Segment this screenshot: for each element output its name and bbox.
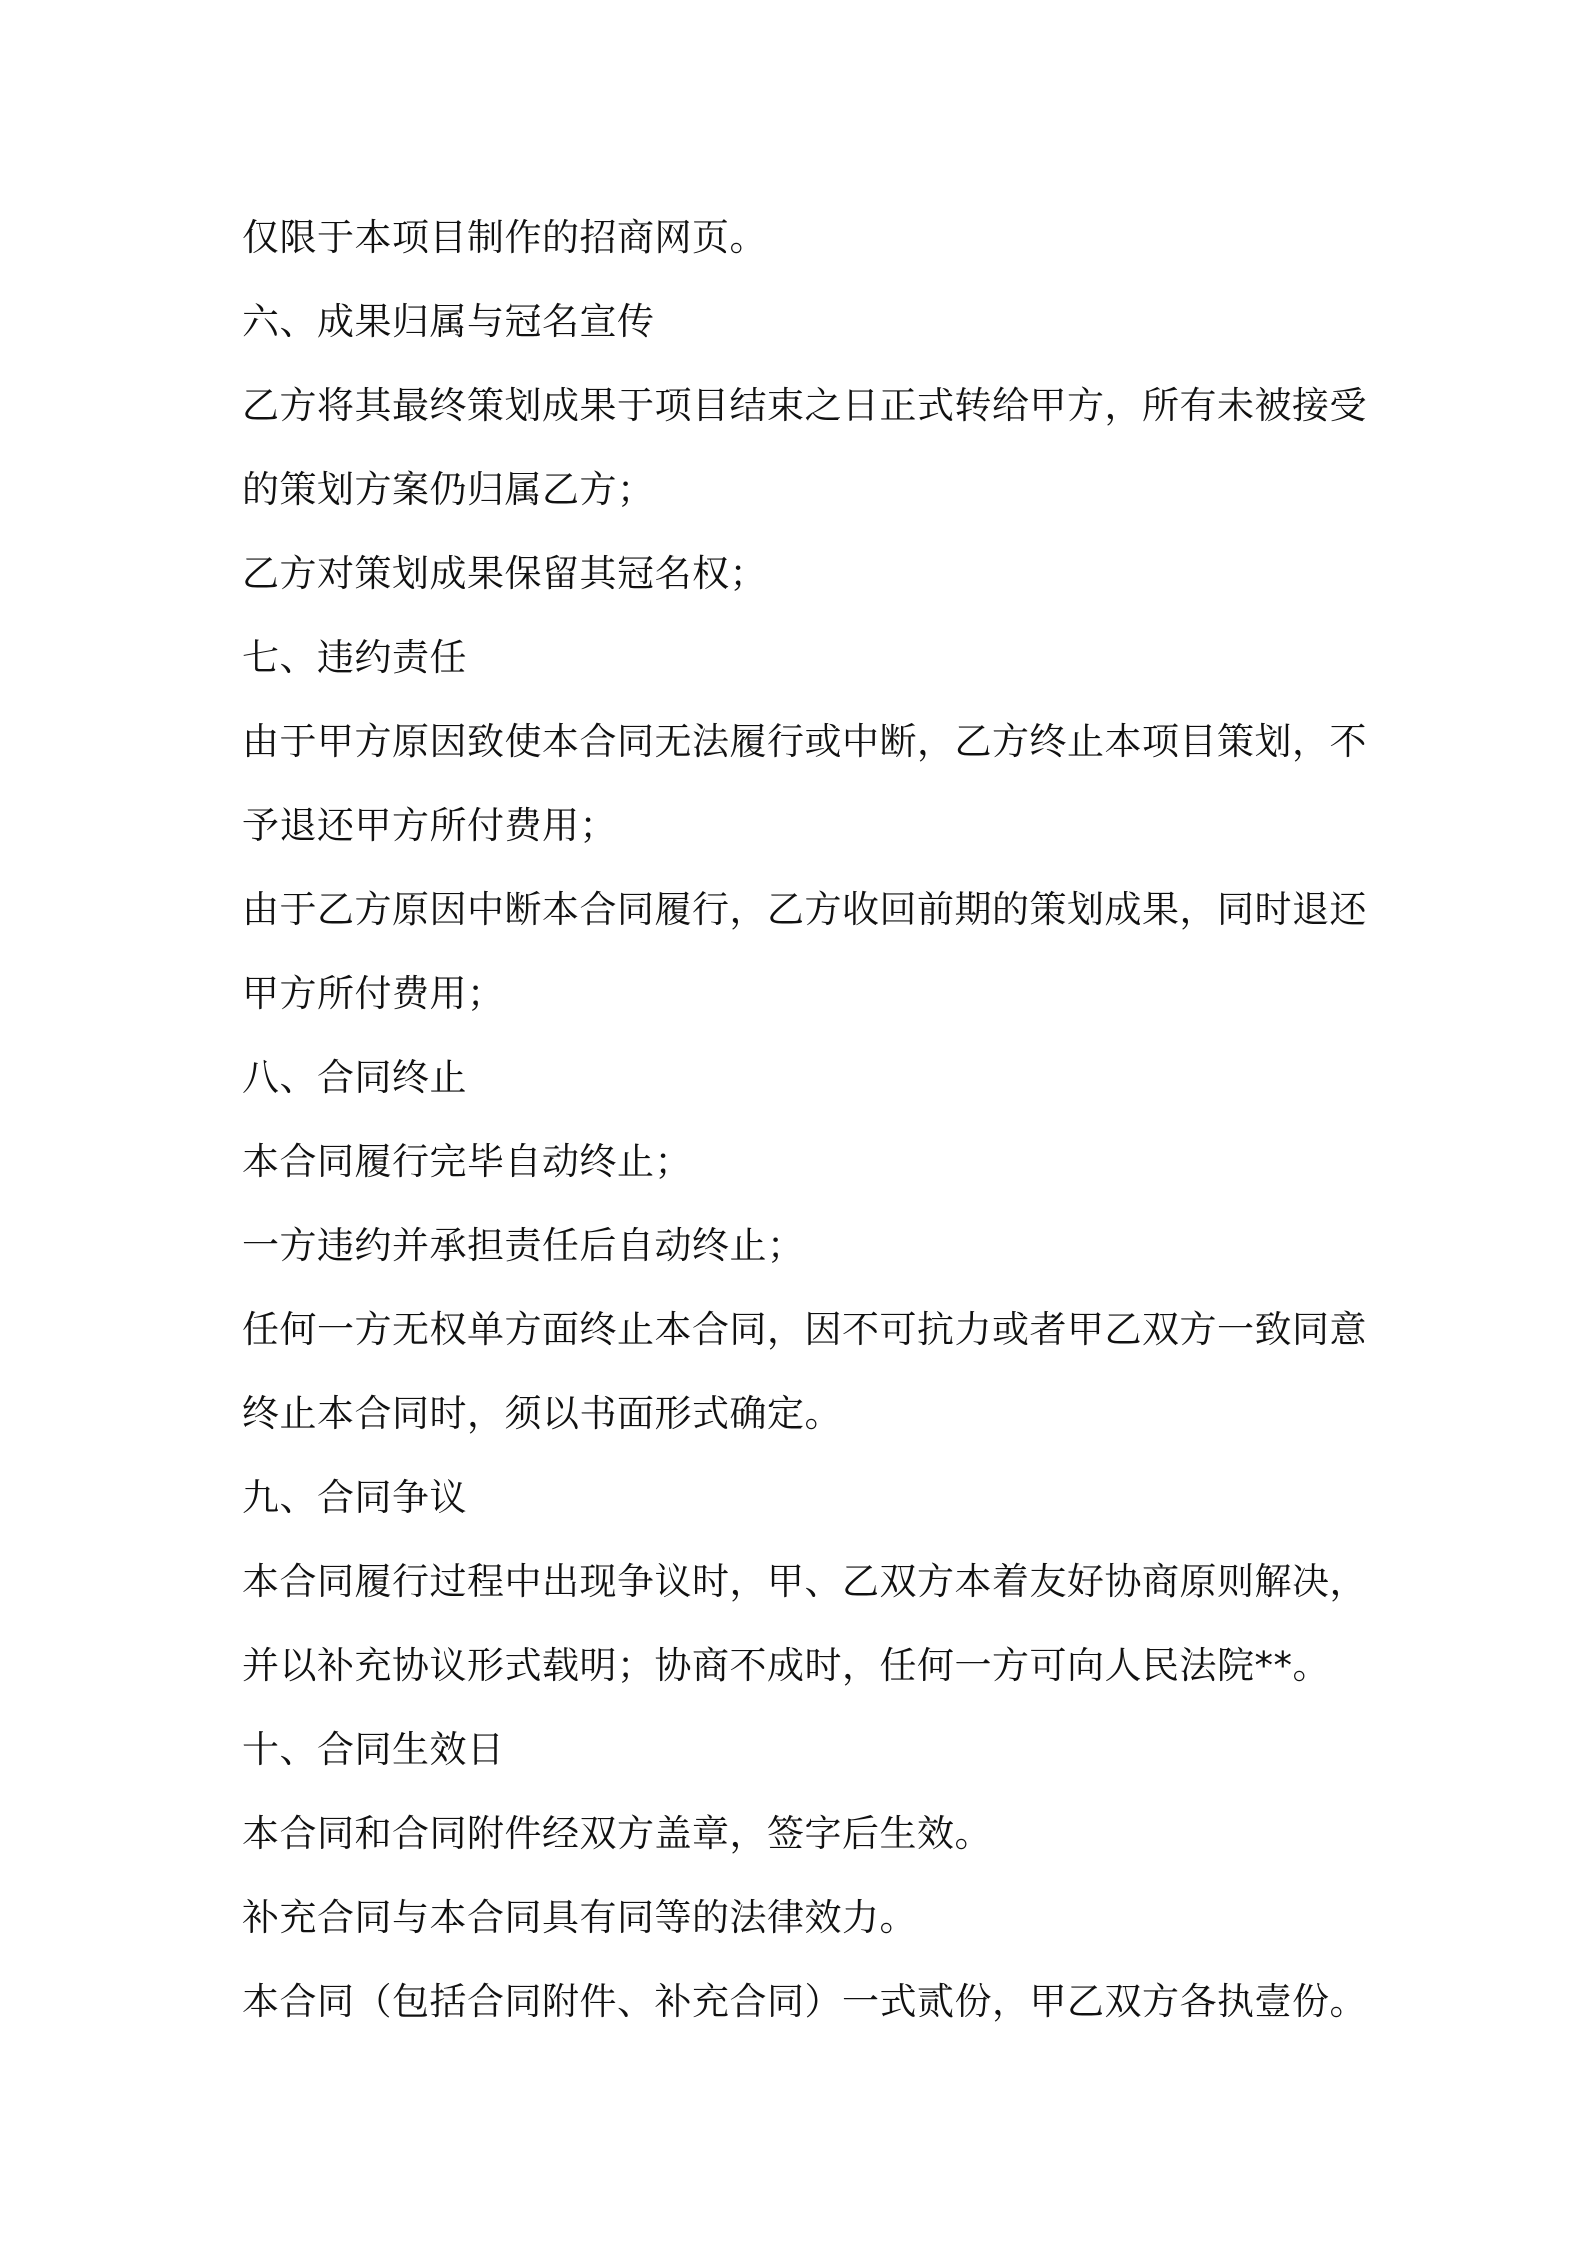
section-heading-9: 九、合同争议	[242, 1476, 467, 1519]
paragraph-line: 终止本合同时，须以书面形式确定。	[242, 1392, 842, 1435]
paragraph-line: 乙方对策划成果保留其冠名权；	[242, 552, 767, 595]
paragraph-line: 本合同履行完毕自动终止；	[242, 1140, 692, 1183]
paragraph-line: 的策划方案仍归属乙方；	[242, 468, 655, 511]
section-heading-8: 八、合同终止	[242, 1056, 467, 1099]
section-heading-10: 十、合同生效日	[242, 1728, 505, 1771]
paragraph-line: 乙方将其最终策划成果于项目结束之日正式转给甲方，所有未被接受	[242, 384, 1367, 427]
paragraph-line: 并以补充协议形式载明；协商不成时，任何一方可向人民法院**。	[242, 1644, 1330, 1687]
document-body	[242, 196, 1367, 2044]
paragraph-line: 甲方所付费用；	[242, 972, 505, 1015]
paragraph-line: 一方违约并承担责任后自动终止；	[242, 1224, 805, 1267]
paragraph-line: 予退还甲方所付费用；	[242, 804, 617, 847]
paragraph-line: 由于甲方原因致使本合同无法履行或中断，乙方终止本项目策划，不	[242, 720, 1367, 763]
paragraph-line: 本合同和合同附件经双方盖章，签字后生效。	[242, 1812, 992, 1855]
section-heading-7: 七、违约责任	[242, 636, 467, 679]
paragraph-line: 仅限于本项目制作的招商网页。	[242, 216, 767, 259]
paragraph-line: 任何一方无权单方面终止本合同，因不可抗力或者甲乙双方一致同意	[242, 1308, 1367, 1351]
paragraph-line: 补充合同与本合同具有同等的法律效力。	[242, 1896, 917, 1939]
section-heading-6: 六、成果归属与冠名宣传	[242, 300, 655, 343]
paragraph-line: 本合同（包括合同附件、补充合同）一式贰份，甲乙双方各执壹份。	[242, 1980, 1367, 2023]
paragraph-line: 本合同履行过程中出现争议时，甲、乙双方本着友好协商原则解决，	[242, 1560, 1367, 1603]
paragraph-line: 由于乙方原因中断本合同履行，乙方收回前期的策划成果，同时退还	[242, 888, 1367, 931]
